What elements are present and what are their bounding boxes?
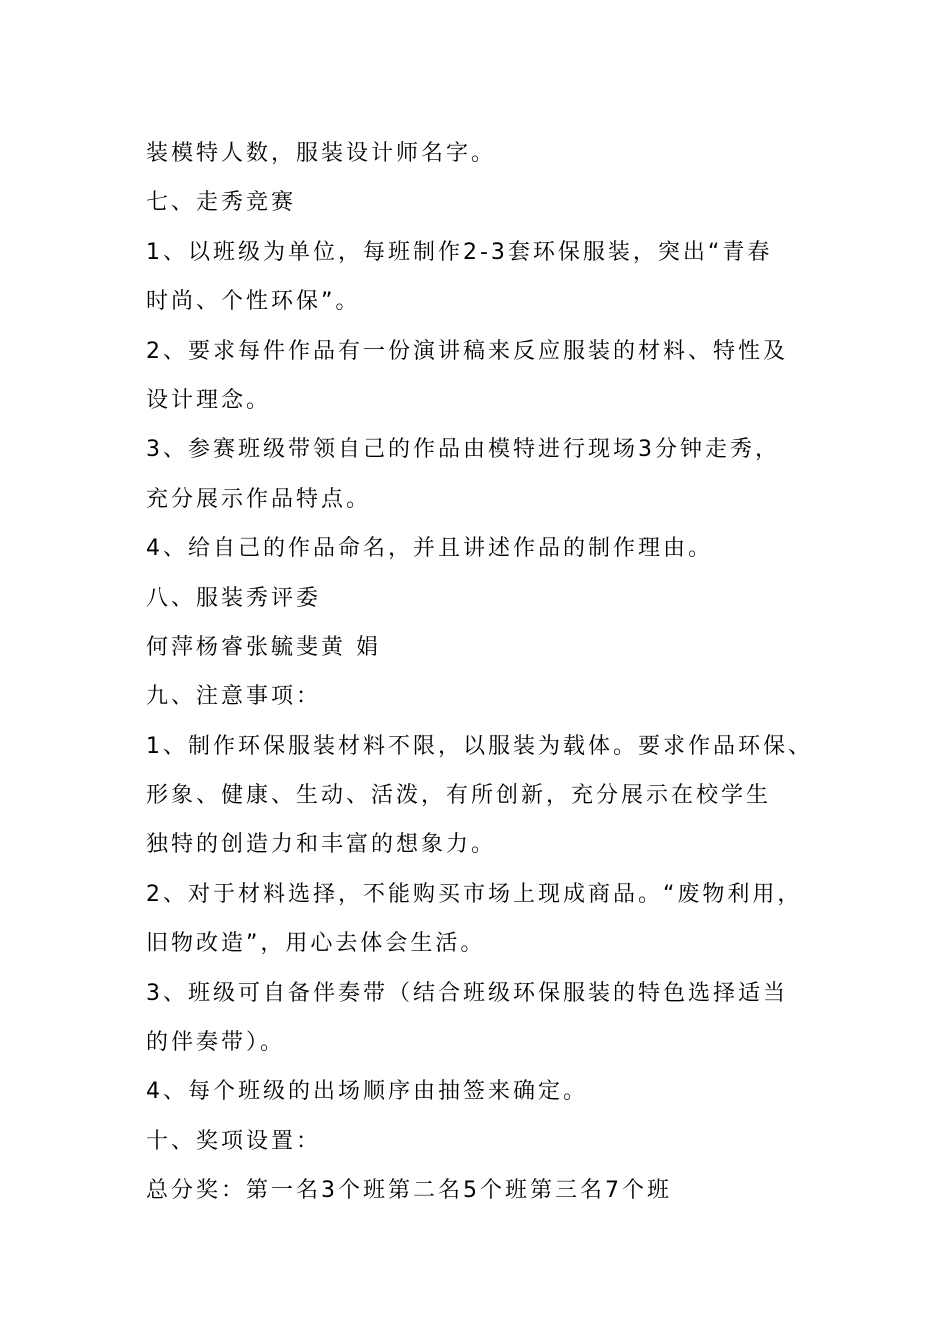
text-line: 2、要求每件作品有一份演讲稿来反应服装的材料、特性及 <box>146 338 788 364</box>
text-line: 2、对于材料选择，不能购买市场上现成商品。“废物利用， <box>146 881 803 907</box>
text-line: 设计理念。 <box>146 387 272 413</box>
section-heading: 七、走秀竞赛 <box>146 190 297 216</box>
section-heading: 十、奖项设置： <box>146 1128 322 1154</box>
text-line: 充分展示作品特点。 <box>146 486 372 512</box>
section-heading: 八、服装秀评委 <box>146 585 322 611</box>
text-line: 4、给自己的作品命名，并且讲述作品的制作理由。 <box>146 536 713 562</box>
text-line: 4、每个班级的出场顺序由抽签来确定。 <box>146 1079 588 1105</box>
text-line: 3、班级可自备伴奏带（结合班级环保服装的特色选择适当 <box>146 980 788 1006</box>
text-line: 1、制作环保服装材料不限，以服装为载体。要求作品环保、 <box>146 733 813 759</box>
document-body <box>146 129 836 1216</box>
awards-line: 总分奖：第一名3个班第二名5个班第三名7个班 <box>146 1178 672 1204</box>
text-line: 装模特人数，服装设计师名字。 <box>146 141 497 166</box>
text-line: 旧物改造”，用心去体会生活。 <box>146 931 486 957</box>
text-line: 的伴奏带）。 <box>146 1030 286 1056</box>
text-line: 1、以班级为单位，每班制作2-3套环保服装，突出“青春 <box>146 239 773 265</box>
text-line: 时尚、个性环保”。 <box>146 289 361 315</box>
judges-list: 何萍杨睿张毓斐黄 娟 <box>146 634 381 660</box>
section-heading: 九、注意事项： <box>146 684 322 710</box>
text-line: 形象、健康、生动、活泼，有所创新，充分展示在校学生 <box>146 783 772 809</box>
text-line: 3、参赛班级带领自己的作品由模特进行现场3分钟走秀， <box>146 437 780 463</box>
text-line: 独特的创造力和丰富的想象力。 <box>146 832 497 858</box>
